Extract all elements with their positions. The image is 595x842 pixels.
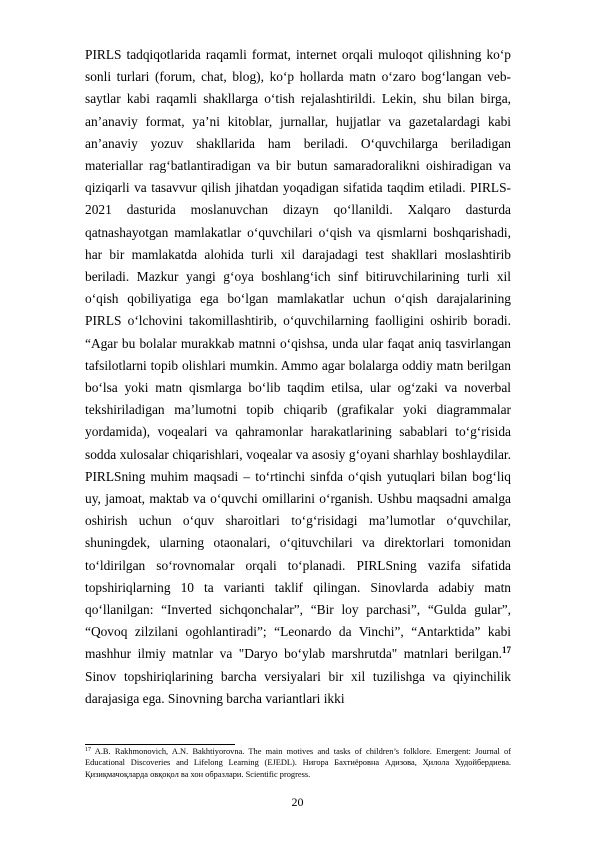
paragraph-text: PIRLS tadqiqotlarida raqamli format, internet orqali muloqot qilishning ko‘p sonli turlari (forum, chat, blog), ko‘p hollarda matn o‘zaro bog‘langan veb-saytlar kabi raqamli shakllarga o‘tish rejalashtirildi. Lekin, shu bilan birga, an’anaviy format, ya’ni kitoblar, jurnallar, hujjatlar va gazetalardagi kabi an’anaviy yozuv shakllarida ham beriladi. O‘quvchilarga beriladigan materiallar rag‘batlantiradigan va bir butun samaradoralikni oishiradigan va qiziqarli va tasavvur qilish jihatdan yoqadigan sifatida taqdim etiladi. PIRLS-2021 dasturida moslanuvchan dizayn qo‘llanildi. Xalqaro dasturda qatnashayotgan mamlakatlar o‘quvchilari o‘qish va qismlarni boshqarishadi, har bir mamlakatda alohida turli xil darajadagi test shakllari moslashtirib beriladi. Mazkur yangi g‘oya boshlang‘ich sinf bitiruvchilarining turli xil o‘qish qobiliyatiga ega bo‘lgan mamlakatlar uchun o‘qish darajalarining PIRLS o‘lchovini takomillashtirib, o‘quvchilarning faolligini oshirib boradi. “Agar bu bolalar murakkab matnni o‘qishsa, unda ular faqat aniq tasvirlangan tafsilotlarni topib olishlari mumkin. Ammo agar bolalarga oddiy matn berilgan bo‘lsa yoki matn qismlarga bo‘lib taqdim etilsa, ular og‘zaki va noverbal tekshiriladigan ma’lumotni topib chiqarib (grafikalar yoki diagrammalar yordamida), voqealari va qahramonlar harakatlarining sabablari to‘g‘risida sodda xulosalar chiqarishlari, voqealar va asosiy g‘oyani sharhlay boshlaydilar. PIRLSning muhim maqsadi – to‘rtinchi sinfda o‘qish yutuqlari bilan bog‘liq uy, jamoat, maktab va o‘quvchi omillarini o‘rganish. Ushbu maqsadni amalga oshirish uchun o‘quv sharoitlari to‘g‘risidagi ma’lumotlar o‘quvchilar, shuningdek, ularning otaonalari, o‘qituvchilari va direktorlari tomonidan to‘ldirilgan so‘rovnomalar orqali to‘planadi. PIRLSning vazifa sifatida topshiriqlarning 10 ta varianti taklif qilingan. Sinovlarda adabiy matn qo‘llanilgan: “Inverted sichqonchalar”, “Bir loy parchasi”, “Gulda gular”, “Qovoq zilzilani ogohlantiradi”; “Leonardo da Vinchi”, “Antarktida” kabi mashhur ilmiy matnlar va "Daryo bo‘ylab marshrutda" matnlari berilgan. (85, 47, 511, 662)
footnote-reference[interactable]: 17 (502, 645, 511, 656)
footnote (85, 746, 511, 780)
body-paragraph (85, 44, 511, 710)
page-number: 20 (291, 795, 304, 809)
footnote-marker: 17 (85, 747, 91, 753)
body-text (85, 44, 511, 710)
footnote-text: A.B. Rakhmonovich, A.N. Bakhtiyorovna. The main motives and tasks of children’s folklore. Emergent: Journal of Educational Discoveries and Lifelong Learning (EJEDL). Нигора Бахтиёровна Адизова, Ҳилола Худойбердиева. Қизиқмачоқларда овқоқол ва хон образлари. Scientific progress. (85, 747, 511, 779)
paragraph-text-continued: Sinov topshiriqlarining barcha versiyalari bir xil tuzilishga va qiyinchilik darajasiga ega. Sinovning barcha variantlari ikki (85, 668, 511, 706)
footnote-divider (85, 744, 235, 745)
